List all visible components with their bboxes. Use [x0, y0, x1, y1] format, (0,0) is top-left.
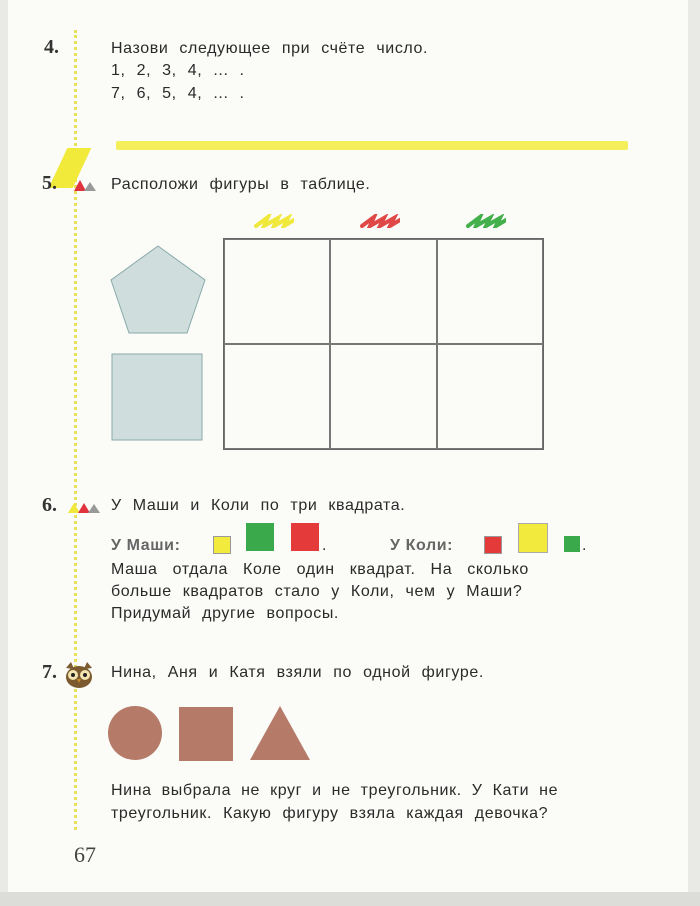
circle-shape: [106, 704, 164, 762]
task-6-number: 6.: [42, 494, 57, 516]
task-6-line-2: больше квадратов стало у Коли, чем у Маши?: [111, 583, 523, 600]
task-7-line-1: Нина выбрала не круг и не треугольник. У Кати не: [111, 782, 559, 799]
kolya-red-square: [484, 536, 502, 554]
red-swatch-icon: [360, 214, 400, 228]
table-cell[interactable]: [330, 239, 436, 344]
task-5-number: 5.: [42, 172, 57, 194]
task-5-text: Расположи фигуры в таблице.: [111, 176, 371, 193]
table-cell[interactable]: [330, 344, 436, 449]
section-divider-band: [116, 141, 628, 150]
task-7-line-2: треугольник. Какую фигуру взяла каждая девочка?: [111, 805, 549, 822]
task-6-line-3: Придумай другие вопросы.: [111, 605, 339, 622]
task-4-number: 4.: [44, 36, 59, 58]
page-edge-shadow: [0, 892, 700, 906]
sorting-table: [223, 238, 544, 450]
task-6-line-1: Маша отдала Коле один квадрат. На сколько: [111, 561, 529, 578]
table-cell[interactable]: [224, 344, 330, 449]
table-cell[interactable]: [437, 344, 543, 449]
task-7-text: Нина, Аня и Катя взяли по одной фигуре.: [111, 664, 484, 681]
table-cell[interactable]: [224, 239, 330, 344]
task-6-text: У Маши и Коли по три квадрата.: [111, 497, 406, 514]
kolya-yellow-square: [518, 523, 548, 553]
task-4-line-3: 7, 6, 5, 4, ... .: [111, 85, 245, 102]
task-4-line-2: 1, 2, 3, 4, ... .: [111, 62, 245, 79]
masha-dot: .: [322, 537, 328, 554]
square-figure-shape: [178, 706, 234, 762]
square-shape: [110, 352, 204, 442]
pentagon-shape: [108, 244, 208, 336]
owl-icon: [62, 660, 96, 690]
masha-red-square: [291, 523, 319, 551]
triangle-marker-icon: [74, 178, 98, 192]
masha-yellow-square: [213, 536, 231, 554]
task-7-number: 7.: [42, 661, 57, 683]
masha-green-square: [246, 523, 274, 551]
green-swatch-icon: [466, 214, 506, 228]
task-4-line-1: Назови следующее при счёте число.: [111, 40, 429, 57]
masha-label: У Маши:: [111, 537, 181, 554]
kolya-green-square: [564, 536, 580, 552]
triangle-shape: [248, 704, 312, 762]
kolya-label: У Коли:: [390, 537, 454, 554]
triangle-marker-icon: [68, 500, 102, 514]
yellow-swatch-icon: [254, 214, 294, 228]
kolya-dot: .: [582, 537, 588, 554]
page-number: 67: [74, 842, 96, 867]
table-cell[interactable]: [437, 239, 543, 344]
textbook-page: [8, 0, 688, 892]
